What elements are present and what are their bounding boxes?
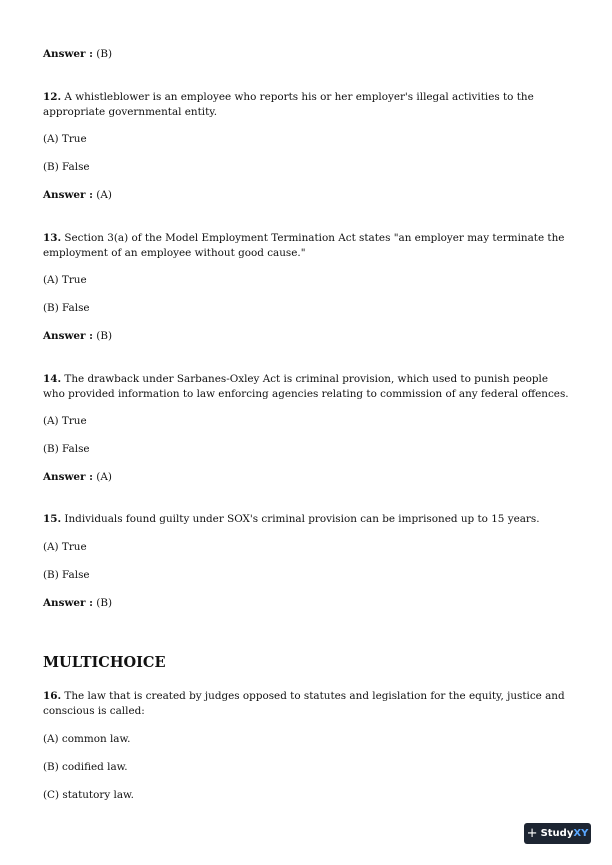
answer-13 — [43, 329, 573, 344]
badge-text: StudyXY — [540, 828, 589, 839]
answer-label: Answer : — [43, 330, 93, 342]
option-b: (B) False — [43, 302, 90, 314]
question-text: The law that is created by judges opposed to statutes and legislation for the equity, justice and conscious is called: — [43, 690, 565, 717]
answer-label: Answer : — [43, 471, 93, 483]
question-text: Individuals found guilty under SOX's criminal provision can be imprisoned up to 15 years. — [64, 513, 540, 525]
option-b: (B) codified law. — [43, 761, 128, 773]
answer-value: (A) — [96, 471, 112, 483]
option-b: (B) False — [43, 443, 90, 455]
answer-14 — [43, 470, 573, 485]
studyxy-badge[interactable] — [524, 823, 591, 844]
question-text: A whistleblower is an employee who reports his or her employer's illegal activities to the appropriate governmental entity. — [43, 91, 534, 118]
option-a: (A) True — [43, 415, 87, 427]
option-a: (A) True — [43, 541, 87, 553]
question-number: 15. — [43, 513, 62, 525]
question-14 — [43, 372, 573, 402]
question-text: The drawback under Sarbanes-Oxley Act is criminal provision, which used to punish people who provided information to law enforcing agencies relating to commission of any federal offences. — [43, 373, 569, 400]
option-a: (A) True — [43, 274, 87, 286]
option-c: (C) statutory law. — [43, 789, 134, 801]
option-b: (B) False — [43, 161, 90, 173]
question-12 — [43, 90, 573, 120]
answer-15 — [43, 596, 573, 611]
option-a: (A) True — [43, 133, 87, 145]
answer-label: Answer : — [43, 189, 93, 201]
option-b: (B) False — [43, 569, 90, 581]
plus-icon: + — [526, 826, 538, 841]
question-16 — [43, 689, 573, 719]
question-text: Section 3(a) of the Model Employment Termination Act states "an employer may terminate the employment of an employee without good cause." — [43, 232, 565, 259]
answer-label: Answer : — [43, 597, 93, 609]
answer-value: (B) — [96, 597, 113, 609]
section-heading: MULTICHOICE — [43, 654, 166, 671]
question-number: 13. — [43, 232, 62, 244]
question-15 — [43, 512, 573, 527]
answer-12 — [43, 188, 573, 203]
question-number: 12. — [43, 91, 62, 103]
answer-value: (B) — [96, 48, 113, 60]
option-a: (A) common law. — [43, 733, 131, 745]
question-number: 16. — [43, 690, 62, 702]
answer-value: (B) — [96, 330, 113, 342]
answer-label: Answer : — [43, 48, 93, 60]
question-13 — [43, 231, 573, 261]
answer-value: (A) — [96, 189, 112, 201]
answer-prev — [43, 47, 573, 62]
question-number: 14. — [43, 373, 62, 385]
